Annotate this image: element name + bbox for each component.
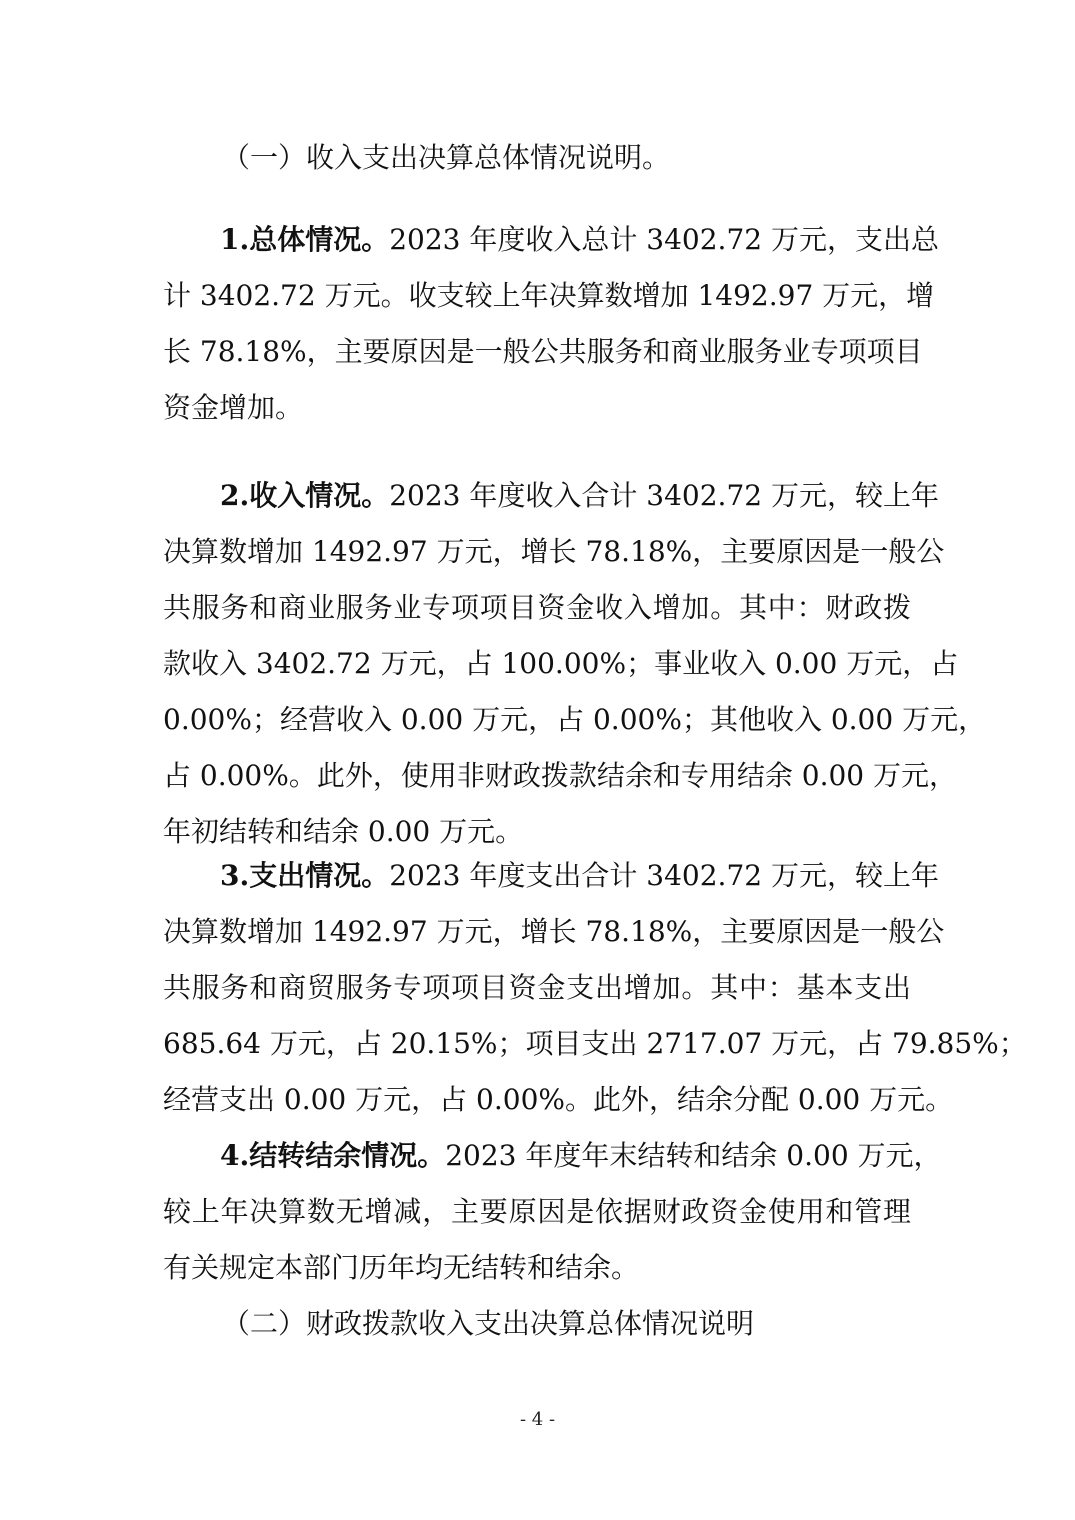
paragraph-2-line-1	[220, 476, 939, 516]
paragraph-3-line-4: 685.64 万元，占 20.15%；项目支出 2717.07 万元，占 79.85%；	[163, 1027, 1027, 1060]
paragraph-3-line-3: 共服务和商贸服务专项项目资金支出增加。其中：基本支出	[163, 971, 911, 1004]
paragraph-1-text: 2023 年度收入总计 3402.72 万元，支出总	[389, 223, 939, 256]
paragraph-4-line-2: 较上年决算数无增减，主要原因是依据财政资金使用和管理	[163, 1195, 911, 1228]
paragraph-3-line-2: 决算数增加 1492.97 万元，增长 78.18%，主要原因是一般公	[163, 915, 945, 948]
paragraph-3-text: 2023 年度支出合计 3402.72 万元，较上年	[389, 859, 939, 892]
paragraph-1-line-1	[220, 220, 939, 260]
paragraph-1-line-4: 资金增加。	[163, 391, 304, 424]
paragraph-4-line-1	[220, 1136, 942, 1176]
paragraph-2-text: 2023 年度收入合计 3402.72 万元，较上年	[389, 479, 939, 512]
paragraph-2-line-3: 共服务和商业服务业专项项目资金收入增加。其中：财政拨	[163, 591, 911, 624]
paragraph-4-line-3: 有关规定本部门历年均无结转和结余。	[163, 1251, 640, 1284]
section-heading-2: （二）财政拨款收入支出决算总体情况说明	[222, 1307, 755, 1340]
paragraph-2-line-5: 0.00%；经营收入 0.00 万元，占 0.00%；其他收入 0.00 万元，	[163, 703, 987, 736]
paragraph-2-lead: 2.收入情况。	[220, 479, 390, 512]
paragraph-2-line-6: 占 0.00%。此外，使用非财政拨款结余和专用结余 0.00 万元，	[163, 759, 957, 792]
paragraph-2-line-7: 年初结转和结余 0.00 万元。	[163, 815, 524, 848]
paragraph-1-lead: 1.总体情况。	[220, 223, 390, 256]
page-number: - 4 -	[519, 1409, 556, 1430]
paragraph-1-line-3: 长 78.18%，主要原因是一般公共服务和商业服务业专项项目	[163, 335, 923, 368]
paragraph-4-lead: 4.结转结余情况。	[220, 1139, 446, 1172]
section-heading-1: （一）收入支出决算总体情况说明。	[222, 141, 671, 174]
paragraph-2-line-2: 决算数增加 1492.97 万元，增长 78.18%，主要原因是一般公	[163, 535, 945, 568]
paragraph-3-line-5: 经营支出 0.00 万元，占 0.00%。此外，结余分配 0.00 万元。	[163, 1083, 954, 1116]
paragraph-1-line-2: 计 3402.72 万元。收支较上年决算数增加 1492.97 万元，增	[163, 279, 935, 312]
paragraph-3-line-1	[220, 856, 939, 896]
paragraph-2-line-4: 款收入 3402.72 万元，占 100.00%；事业收入 0.00 万元，占	[163, 647, 959, 680]
paragraph-3-lead: 3.支出情况。	[220, 859, 390, 892]
paragraph-4-text: 2023 年度年末结转和结余 0.00 万元，	[445, 1139, 942, 1172]
